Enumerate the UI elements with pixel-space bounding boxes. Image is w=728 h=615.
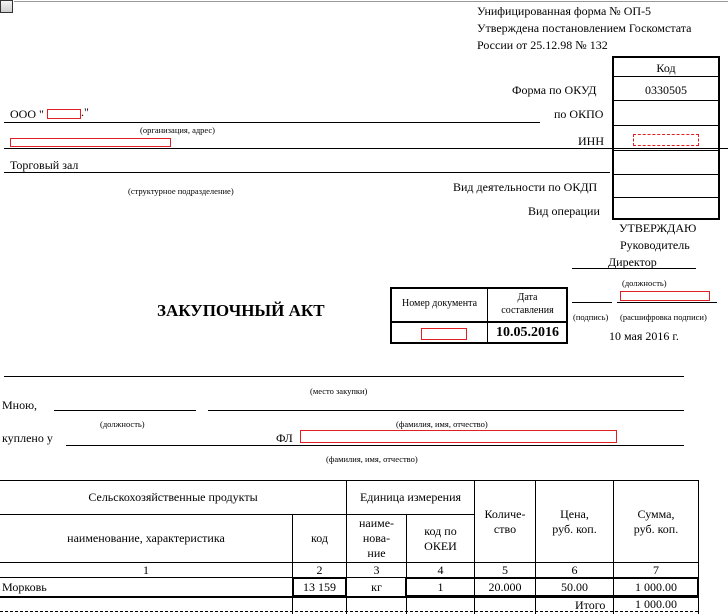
place-line — [4, 376, 684, 377]
subdivision-caption: (структурное подразделение) — [128, 186, 234, 196]
by-me-position-line — [54, 410, 196, 411]
doc-date-header: Дата составления — [501, 292, 554, 316]
row-code: 13 159 — [303, 579, 336, 594]
subdivision-value: Торговый зал — [10, 158, 79, 172]
approval-date: 10 мая 2016 г. — [609, 329, 679, 343]
seller-caption: (фамилия, имя, отчество) — [326, 454, 418, 464]
codes-sep — [612, 174, 720, 175]
form-header-line3: России от 25.12.98 № 132 — [477, 38, 608, 52]
col-unit-name-header: наиме-нова-ние — [358, 516, 395, 560]
col-price-header: Цена, руб. коп. — [552, 506, 597, 536]
col-okei-header: код по ОКЕИ — [424, 523, 457, 553]
row-sum: 1 000.00 — [635, 579, 677, 594]
codes-sep — [612, 125, 720, 126]
codes-sep — [612, 150, 720, 151]
okpo-label: по ОКПО — [554, 107, 604, 121]
approval-title: УТВЕРЖДАЮ — [619, 221, 697, 235]
signature-caption: (подпись) — [573, 312, 609, 322]
document-title: ЗАКУПОЧНЫЙ АКТ — [157, 301, 325, 320]
seller-name-redacted — [300, 430, 617, 443]
inn-redacted — [633, 134, 699, 146]
org-name-suffix: ." — [81, 105, 89, 119]
doc-number-header: Номер документа — [401, 298, 478, 310]
approval-position: Директор — [608, 255, 657, 269]
approval-role: Руководитель — [620, 238, 690, 252]
doc-box-divider — [487, 287, 488, 344]
col-code-header: код — [311, 531, 328, 545]
approval-name-line — [617, 302, 717, 303]
org-name-prefix: ООО " — [10, 107, 44, 121]
codes-sep — [612, 76, 720, 77]
by-me-label: Мною, — [2, 398, 38, 412]
approval-position-caption: (должность) — [622, 278, 667, 288]
approval-position-line — [572, 268, 696, 269]
by-me-position-caption: (должность) — [100, 419, 145, 429]
group-unit-header: Единица измерения — [359, 490, 462, 504]
place-caption: (место закупки) — [310, 386, 368, 396]
row-okei: 1 — [437, 579, 444, 594]
col-number: 4 — [437, 562, 444, 577]
top-border-line — [14, 1, 728, 2]
bought-from-label: куплено у — [2, 431, 53, 445]
okud-value: 0330505 — [645, 83, 687, 97]
total-label: Итого — [575, 598, 606, 612]
row-unit: кг — [371, 579, 382, 594]
doc-number-redacted — [421, 328, 467, 340]
row-price: 50.00 — [561, 579, 588, 594]
by-me-fio-caption: (фамилия, имя, отчество) — [396, 419, 488, 429]
by-me-fio-line — [208, 410, 684, 411]
seller-line — [66, 445, 684, 446]
group-products-header: Сельскохозяйственные продукты — [88, 490, 258, 504]
col-number: 3 — [373, 562, 380, 577]
col-number: 5 — [502, 562, 508, 577]
doc-date-value: 10.05.2016 — [496, 324, 559, 340]
col-sum-header: Сумма, руб. коп. — [633, 506, 679, 536]
col-qty-header: Количе-ство — [484, 506, 526, 536]
form-header-line2: Утверждена постановлением Госкомстата — [477, 21, 692, 35]
col-number: 6 — [571, 562, 578, 577]
okdp-label: Вид деятельности по ОКДП — [453, 180, 598, 194]
org-address-line — [4, 148, 728, 149]
codes-sep — [612, 197, 720, 198]
total-value: 1 000.00 — [635, 596, 677, 611]
operation-label: Вид операции — [528, 204, 600, 218]
decode-caption: (расшифровка подписи) — [620, 312, 707, 322]
inn-label: ИНН — [578, 134, 604, 148]
col-number: 2 — [316, 562, 323, 577]
approval-name-redacted — [620, 291, 710, 301]
row-qty: 20.000 — [488, 579, 522, 594]
seller-prefix: ФЛ — [276, 431, 293, 445]
okud-label: Форма по ОКУД — [512, 83, 597, 97]
approval-signature-line — [572, 302, 612, 303]
org-name-redacted — [47, 109, 81, 119]
org-address-redacted — [10, 138, 171, 147]
codes-sep — [612, 100, 720, 101]
org-caption: (организация, адрес) — [140, 125, 216, 135]
subdivision-line — [4, 172, 610, 173]
col-name-header: наименование, характеристика — [67, 531, 225, 545]
org-line — [4, 122, 540, 123]
col-number: 7 — [653, 562, 659, 577]
window-control-icon[interactable] — [0, 0, 13, 13]
row-name: Морковь — [2, 580, 47, 594]
codes-header: Код — [656, 61, 676, 75]
col-number: 1 — [143, 562, 149, 577]
form-header-line1: Унифицированная форма № ОП-5 — [477, 4, 652, 18]
